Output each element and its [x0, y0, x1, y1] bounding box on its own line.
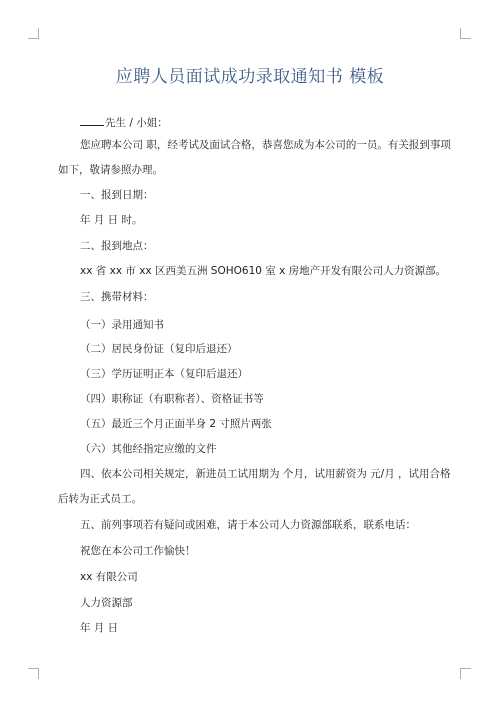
signature-date: 年 月 日: [80, 622, 119, 634]
section-4-line-1: 四、依本公司相关规定，新进员工试用期为 个月，试用薪资为 元/月 ，试用合格: [80, 468, 451, 480]
material-item: （五）最近三个月正面半身 2 寸照片两张: [80, 418, 272, 430]
crop-mark-bottom-right: [460, 668, 471, 679]
department-name: 人力资源部: [80, 597, 133, 609]
name-blank: [80, 114, 104, 126]
section-2-heading: 二、报到地点：: [80, 240, 154, 252]
intro-paragraph-line-1: 您应聘本公司 职，经考试及面试合格，恭喜您成为本公司的一员。有关报到事项: [80, 139, 451, 151]
crop-mark-bottom-left: [28, 668, 39, 679]
material-item: （三）学历证明正本（复印后退还）: [80, 368, 248, 380]
intro-paragraph-line-2: 如下，敬请参照办理。: [58, 164, 163, 176]
salutation-line: [80, 114, 168, 130]
closing-wish: 祝您在本公司工作愉快！: [80, 545, 196, 557]
material-item: （六）其他经指定应缴的文件: [80, 443, 217, 455]
company-name: xx 有限公司: [80, 571, 138, 583]
material-item: （二）居民身份证（复印后退还）: [80, 343, 238, 355]
salutation-text: 先生 / 小姐：: [105, 117, 168, 129]
section-2-value: xx 省 xx 市 xx 区西美五洲 SOHO610 室 x 房地产开发有限公司人力资源部。: [80, 265, 447, 277]
section-1-heading: 一、报到日期：: [80, 189, 154, 201]
crop-mark-top-right: [460, 28, 471, 39]
material-item: （一）录用通知书: [80, 319, 164, 331]
section-1-value: 年 月 日 时。: [80, 214, 143, 226]
section-4-line-2: 后转为正式员工。: [58, 493, 142, 505]
document-title: 应聘人员面试成功录取通知书 模板: [115, 67, 385, 87]
section-3-heading: 三、携带材料：: [80, 291, 154, 303]
crop-mark-top-left: [28, 28, 39, 39]
section-5-text: 五、前列事项若有疑问或困难，请于本公司人力资源部联系，联系电话：: [80, 519, 416, 531]
material-item: （四）职称证（有职称者）、资格证书等: [80, 393, 264, 405]
